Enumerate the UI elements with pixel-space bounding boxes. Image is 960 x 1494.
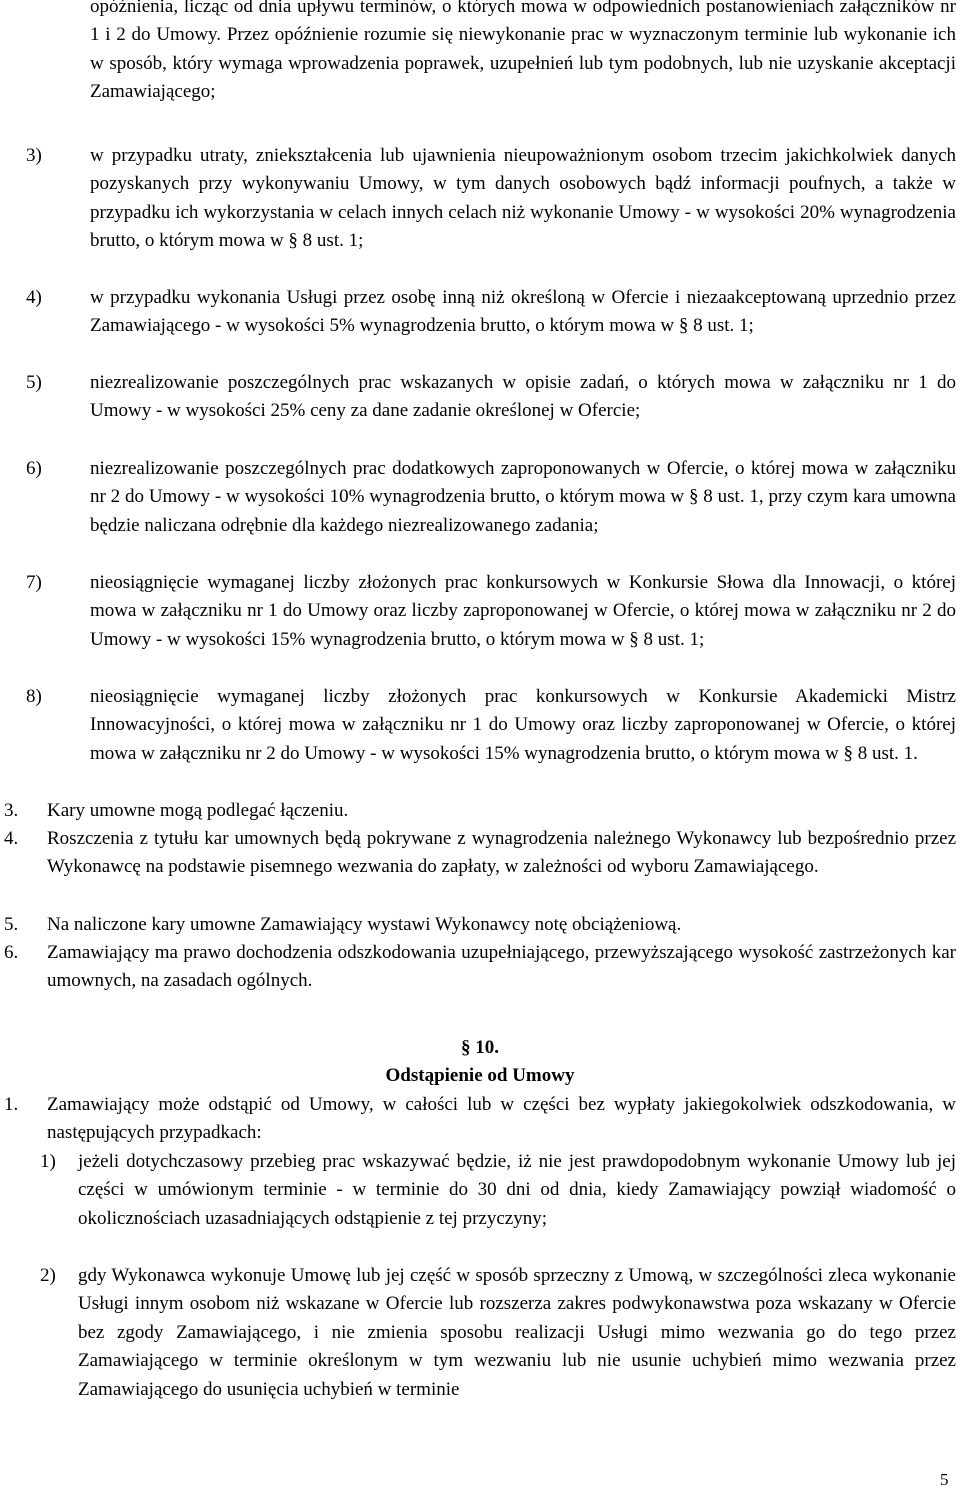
- item-number: 1): [40, 1151, 56, 1172]
- item-number: 6.: [4, 942, 19, 963]
- item-text: niezrealizowanie poszczególnych prac dodatkowych zaproponowanych w Ofercie, o której mowa w załączniku nr 2 do Umowy - w wysokości 10% wynagrodzenia brutto, o którym mowa w § 8 ust. 1, przy czym kara umowna będzie naliczana odrębnie dla każdego niezrealizowanego zadania;: [90, 458, 956, 536]
- item-text: w przypadku utraty, zniekształcenia lub ujawnienia nieupoważnionym osobom trzecim jakichkolwiek danych pozyskanych przy wykonywaniu Umowy, w tym danych osobowych bądź informacji poufnych, a także w przypadku ich wykorzystania w celach innych celach niż wykonanie Umowy - w wysokości 20% wynagrodzenia brutto, o którym mowa w § 8 ust. 1;: [90, 145, 956, 252]
- item-number: 7): [26, 572, 42, 593]
- item-number: 3.: [4, 800, 19, 821]
- item-text: Kary umowne mogą podlegać łączeniu.: [47, 800, 349, 821]
- continuation-paragraph: opóźnienia, licząc od dnia upływu terminów, o których mowa w odpowiednich postanowieniach załączników nr 1 i 2 do Umowy. Przez opóźnienie rozumie się niewykonanie prac w wyznaczonym terminie lub wykonanie ich w sposób, który wymaga wprowadzenia poprawek, uzupełnień lub tym podobnych, lub nie uzyskanie akceptacji Zamawiającego;: [90, 0, 956, 103]
- item-number: 6): [26, 458, 42, 479]
- item-text: nieosiągnięcie wymaganej liczby złożonych prac konkursowych w Konkursie Akademicki Mistrz Innowacyjności, o której mowa w załączniku nr 1 do Umowy oraz liczby zaproponowanej w Ofercie, o której mowa w załączniku nr 2 do Umowy - w wysokości 15% wynagrodzenia brutto, o którym mowa w § 8 ust. 1.: [90, 686, 956, 764]
- item-number: 4): [26, 287, 42, 308]
- item-number: 8): [26, 686, 42, 707]
- item-number: 4.: [4, 828, 19, 849]
- item-text: niezrealizowanie poszczególnych prac wskazanych w opisie zadań, o których mowa w załączniku nr 1 do Umowy - w wysokości 25% ceny za dane zadanie określonej w Ofercie;: [90, 372, 956, 422]
- page-number: 5: [940, 1470, 949, 1489]
- item-text: Zamawiający może odstąpić od Umowy, w całości lub w części bez wypłaty jakiegokolwiek odszkodowania, w następujących przypadkach:: [47, 1094, 956, 1144]
- item-text: w przypadku wykonania Usługi przez osobę inną niż określoną w Ofercie i niezaakceptowaną uprzednio przez Zamawiającego - w wysokości 5% wynagrodzenia brutto, o którym mowa w § 8 ust. 1;: [90, 287, 956, 337]
- section-title: Odstąpienie od Umowy: [385, 1065, 575, 1086]
- item-number: 5): [26, 372, 42, 393]
- item-number: 2): [40, 1265, 56, 1286]
- item-number: 3): [26, 145, 42, 166]
- item-text: gdy Wykonawca wykonuje Umowę lub jej część w sposób sprzeczny z Umową, w szczególności zleca wykonanie Usługi innym osobom niż wskazane w Ofercie lub rozszerza zakres podwykonawstwa poza wskazany w Ofercie bez zgody Zamawiającego, i nie zmienia sposobu realizacji Usługi mimo wezwania go do tego przez Zamawiającego w terminie określonym w tym wezwaniu lub nie usunie uchybień mimo wezwania przez Zamawiającego do usunięcia uchybień w terminie: [78, 1265, 956, 1400]
- item-text: Roszczenia z tytułu kar umownych będą pokrywane z wynagrodzenia należnego Wykonawcy lub bezpośrednio przez Wykonawcę na podstawie pisemnego wezwania do zapłaty, w zależności od wyboru Zamawiającego.: [47, 828, 956, 878]
- item-text: Na naliczone kary umowne Zamawiający wystawi Wykonawcy notę obciążeniową.: [47, 914, 682, 935]
- item-text: jeżeli dotychczasowy przebieg prac wskazywać będzie, iż nie jest prawdopodobnym wykonanie Umowy lub jej części w umówionym terminie - w terminie do 30 dni od dnia, kiedy Zamawiający powziął wiadomość o okolicznościach uzasadniających odstąpienie z tej przyczyny;: [78, 1151, 956, 1229]
- item-number: 1.: [4, 1094, 19, 1115]
- item-number: 5.: [4, 914, 19, 935]
- item-text: nieosiągnięcie wymaganej liczby złożonych prac konkursowych w Konkursie Słowa dla Innowacji, o której mowa w załączniku nr 1 do Umowy oraz liczby zaproponowanej w Ofercie, o której mowa w załączniku nr 2 do Umowy - w wysokości 15% wynagrodzenia brutto, o którym mowa w § 8 ust. 1;: [90, 572, 956, 650]
- section-number: § 10.: [461, 1037, 499, 1058]
- item-text: Zamawiający ma prawo dochodzenia odszkodowania uzupełniającego, przewyższającego wysokość zastrzeżonych kar umownych, na zasadach ogólnych.: [47, 942, 956, 992]
